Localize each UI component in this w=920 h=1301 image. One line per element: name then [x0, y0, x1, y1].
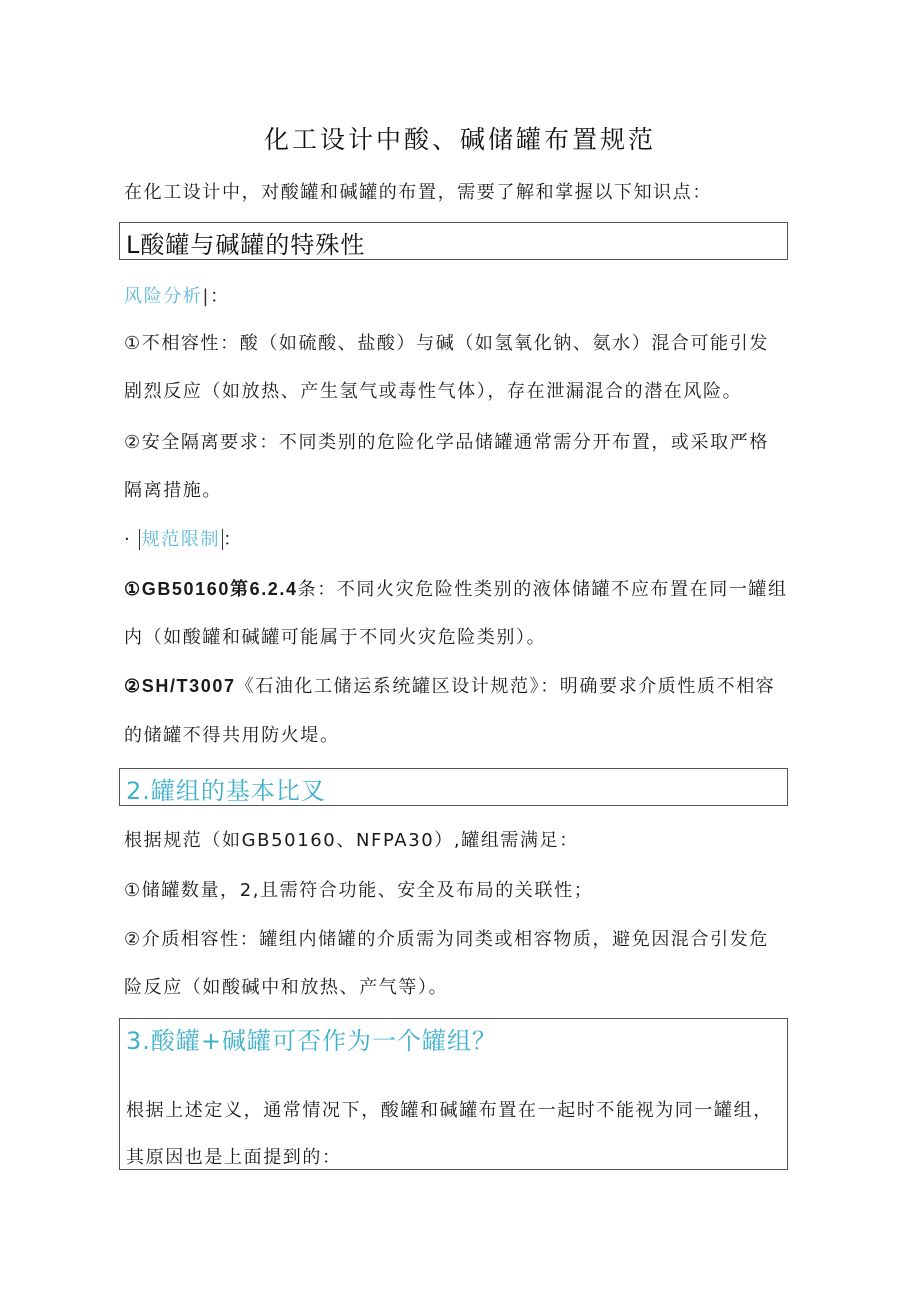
- section2-paragraph-2-line1: ②介质相容性：罐组内储罐的介质需为同类或相容物质，避免因混合引发危: [124, 929, 769, 950]
- section2-heading-box: [119, 768, 788, 806]
- page-title: 化工设计中酸、碱储罐布置规范: [263, 125, 656, 154]
- bullet: ·: [124, 529, 132, 550]
- section3-box: [119, 1018, 788, 1170]
- spec-code-sht3007: ②SH/T3007: [124, 676, 236, 696]
- section1-heading-box: [119, 222, 788, 260]
- section3-paragraph-line1: 根据上述定义，通常情况下，酸罐和碱罐布置在一起时不能视为同一罐组，: [126, 1100, 773, 1121]
- spec-paragraph-1-line1: [124, 575, 788, 601]
- risk-analysis-colon: ：: [210, 286, 230, 307]
- spec-text-1: 条：不同火灾危险性类别的液体储罐不应布置在同一罐组: [297, 579, 788, 600]
- section2-paragraph-1: ①储罐数量，2,且需符合功能、安全及布局的关联性；: [124, 880, 594, 901]
- intro-text: 在化工设计中，对酸罐和碱罐的布置，需要了解和掌握以下知识点：: [124, 182, 712, 203]
- section2-paragraph-0: 根据规范（如GB50160、NFPA30）,罐组需满足：: [124, 830, 579, 851]
- risk-analysis-line: [124, 282, 230, 308]
- spec-limits-line: [124, 525, 243, 551]
- section2-paragraph-2-line2: 险反应（如酸碱中和放热、产气等）。: [124, 977, 449, 998]
- spec-paragraph-2-line2: 的储罐不得共用防火堤。: [124, 725, 340, 746]
- risk-analysis-link[interactable]: 风险分析: [124, 286, 203, 307]
- section3-heading: 3.酸罐+碱罐可否作为一个罐组？: [126, 1027, 498, 1055]
- spec-limits-colon: ：: [223, 529, 243, 550]
- risk-paragraph-2-line1: ②安全隔离要求：不同类别的危险化学品储罐通常需分开布置，或采取严格: [124, 432, 769, 453]
- link-bar: |: [202, 286, 211, 307]
- section1-heading: L酸罐与碱罐的特殊性: [126, 231, 366, 259]
- risk-paragraph-2-line2: 隔离措施。: [124, 480, 222, 501]
- spec-code-gb50160: ①GB50160第6.2.4: [124, 579, 298, 599]
- spec-paragraph-1-line2: 内（如酸罐和碱罐可能属于不同火灾危险类别）。: [124, 627, 547, 648]
- risk-paragraph-1-line2: 剧烈反应（如放热、产生氢气或毒性气体），存在泄漏混合的潜在风险。: [124, 381, 743, 402]
- risk-paragraph-1-line1: ①不相容性：酸（如硫酸、盐酸）与碱（如氢氧化钠、氨水）混合可能引发: [124, 333, 769, 354]
- section3-paragraph-line2: 其原因也是上面提到的：: [126, 1147, 342, 1168]
- spec-limits-link[interactable]: 规范限制: [139, 529, 223, 550]
- section2-heading: 2.罐组的基本比叉: [126, 777, 326, 805]
- spec-text-2: 《石油化工储运系统罐区设计规范》：明确要求介质性质不相容: [235, 676, 776, 697]
- spec-paragraph-2-line1: [124, 672, 775, 698]
